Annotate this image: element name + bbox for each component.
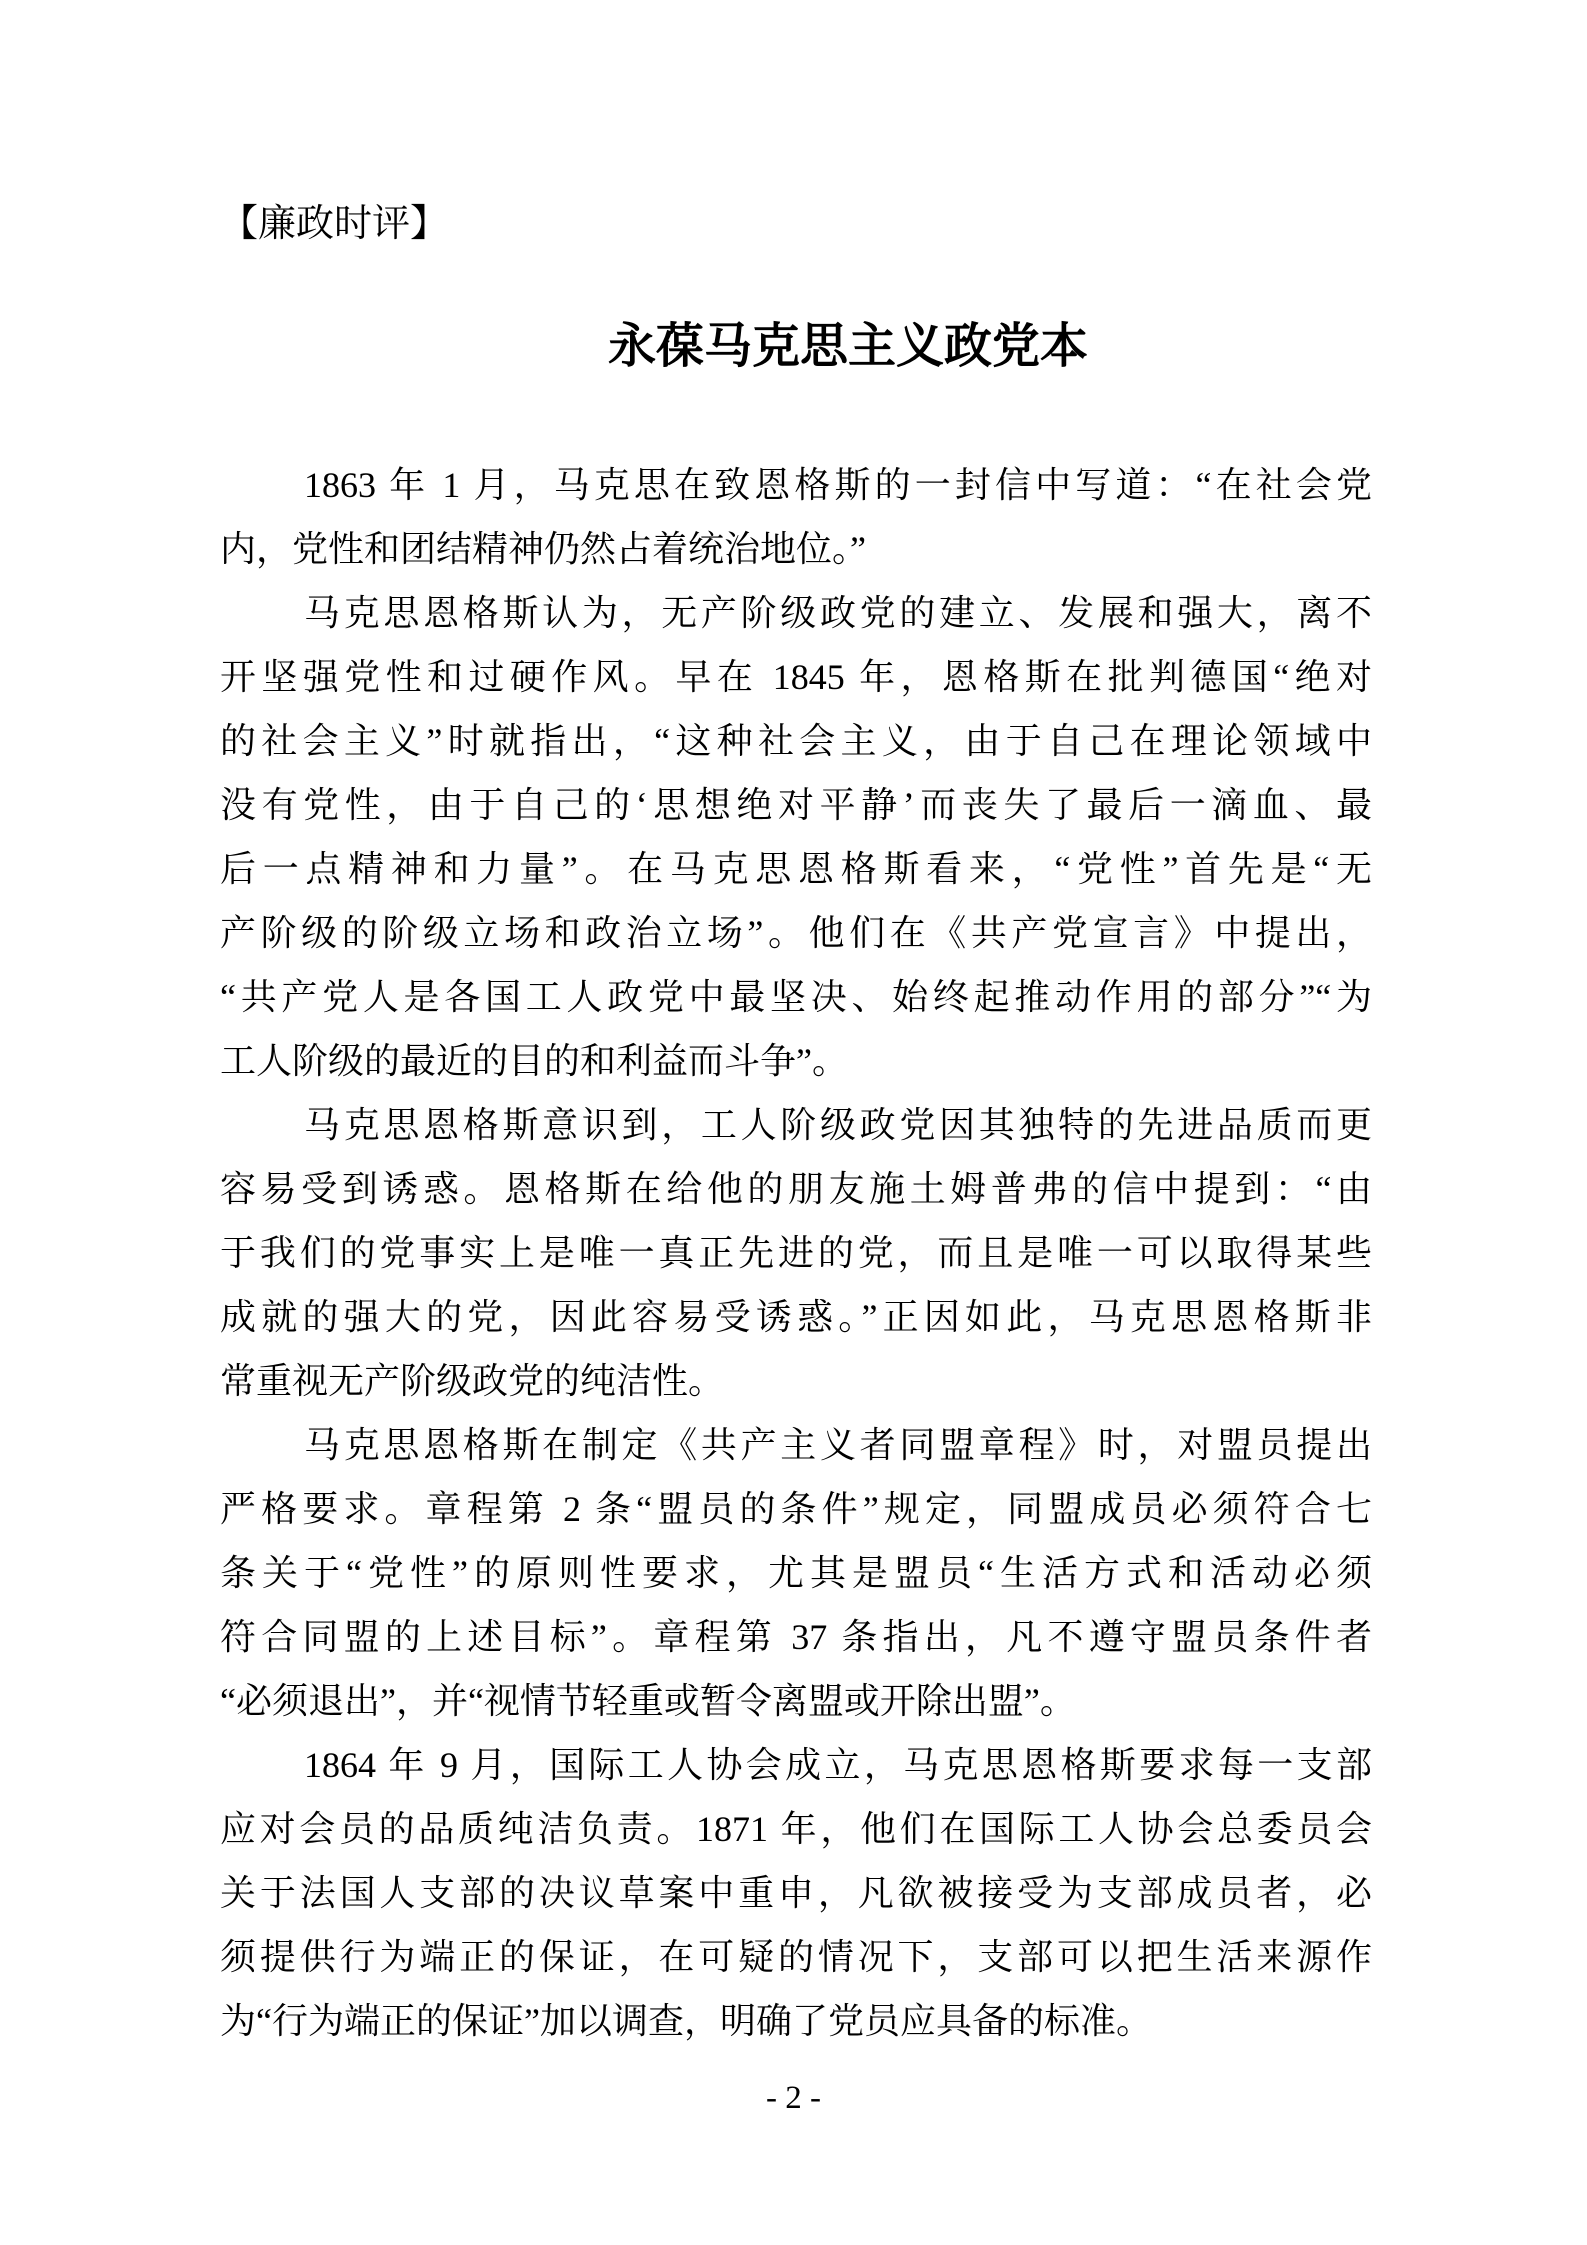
paragraph <box>220 453 1372 581</box>
text-line: 应对会员的品质纯洁负责。1871 年，他们在国际工人协会总委员会 <box>220 1809 1372 1849</box>
text-line: 没有党性，由于自己的‘思想绝对平静’而丧失了最后一滴血、最 <box>220 785 1372 825</box>
text-line: 常重视无产阶级政党的纯洁性。 <box>220 1361 725 1401</box>
text-line: 符合同盟的上述目标”。章程第 37 条指出，凡不遵守盟员条件者 <box>220 1617 1372 1657</box>
text-line: 开坚强党性和过硬作风。早在 1845 年，恩格斯在批判德国“绝对 <box>220 657 1372 697</box>
text-line: 容易受到诱惑。恩格斯在给他的朋友施土姆普弗的信中提到：“由 <box>220 1169 1372 1209</box>
text-line: 为“行为端正的保证”加以调查，明确了党员应具备的标准。 <box>220 2001 1152 2041</box>
paragraph <box>220 1413 1372 1733</box>
text-line: 的社会主义”时就指出，“这种社会主义，由于自己在理论领域中 <box>220 721 1372 761</box>
text-line: 关于法国人支部的决议草案中重申，凡欲被接受为支部成员者，必 <box>220 1873 1372 1913</box>
document-body <box>220 453 1372 2053</box>
document-title: 永葆马克思主义政党本 <box>608 320 1089 373</box>
text-line: “必须退出”，并“视情节轻重或暂令离盟或开除出盟”。 <box>220 1681 1076 1721</box>
text-line: 成就的强大的党，因此容易受诱惑。”正因如此，马克思恩格斯非 <box>220 1297 1372 1337</box>
text-line: 后一点精神和力量”。在马克思恩格斯看来，“党性”首先是“无 <box>220 849 1372 889</box>
paragraph <box>220 1733 1372 2053</box>
text-line: 1864 年 9 月，国际工人协会成立，马克思恩格斯要求每一支部 <box>304 1745 1372 1785</box>
text-line: 须提供行为端正的保证，在可疑的情况下，支部可以把生活来源作 <box>220 1937 1372 1977</box>
text-line: “共产党人是各国工人政党中最坚决、始终起推动作用的部分”“为 <box>220 977 1372 1017</box>
paragraph <box>220 1093 1372 1413</box>
text-line: 条关于“党性”的原则性要求，尤其是盟员“生活方式和活动必须 <box>220 1553 1372 1593</box>
text-line: 内，党性和团结精神仍然占着统治地位。” <box>220 529 866 569</box>
paragraph <box>220 581 1372 1093</box>
text-line: 产阶级的阶级立场和政治立场”。他们在《共产党宣言》中提出， <box>220 913 1372 953</box>
text-line: 马克思恩格斯认为，无产阶级政党的建立、发展和强大，离不 <box>304 593 1372 633</box>
text-line: 1863 年 1 月，马克思在致恩格斯的一封信中写道：“在社会党 <box>304 465 1372 505</box>
page-number: - 2 - <box>766 2080 821 2116</box>
text-line: 马克思恩格斯意识到，工人阶级政党因其独特的先进品质而更 <box>304 1105 1372 1145</box>
text-line: 严格要求。章程第 2 条“盟员的条件”规定，同盟成员必须符合七 <box>220 1489 1372 1529</box>
section-label: 【廉政时评】 <box>220 203 449 245</box>
text-line: 工人阶级的最近的目的和利益而斗争”。 <box>220 1041 848 1081</box>
text-line: 马克思恩格斯在制定《共产主义者同盟章程》时，对盟员提出 <box>304 1425 1372 1465</box>
text-line: 于我们的党事实上是唯一真正先进的党，而且是唯一可以取得某些 <box>220 1233 1372 1273</box>
